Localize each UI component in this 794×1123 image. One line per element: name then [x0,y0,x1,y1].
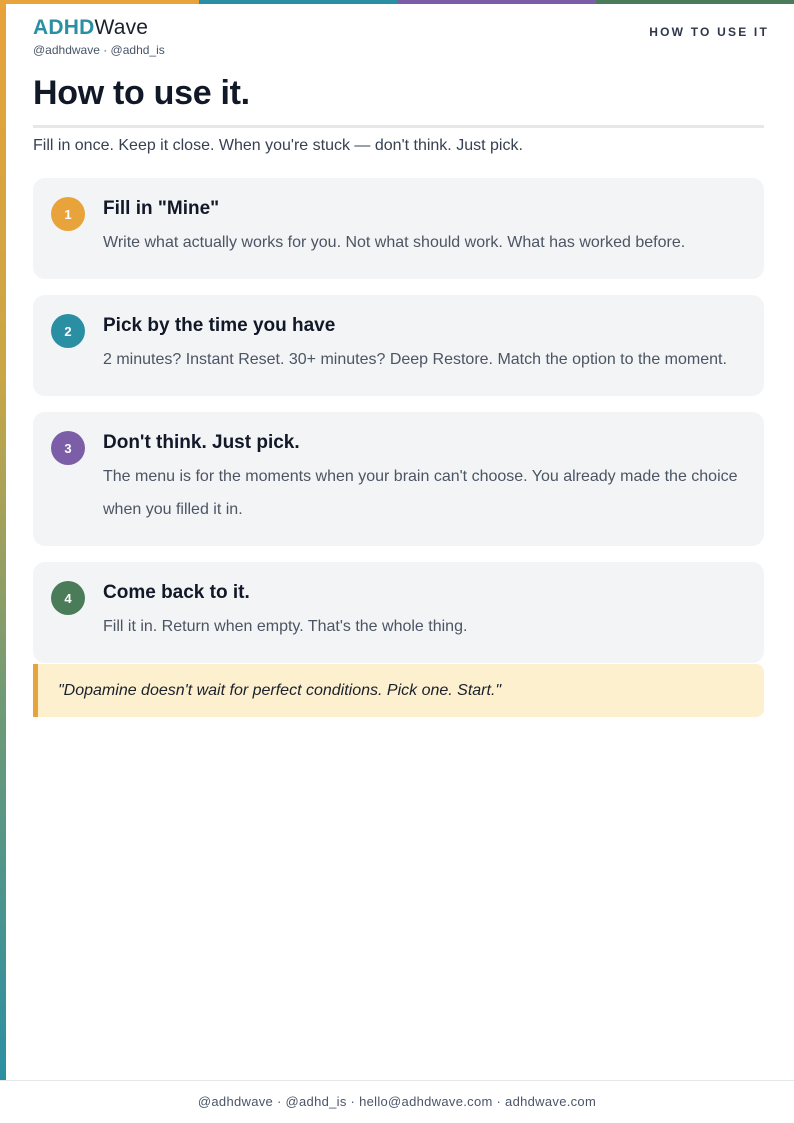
page-subtitle: Fill in once. Keep it close. When you're stuck — don't think. Just pick. [33,137,523,154]
top-bar-green-segment [596,0,794,4]
step-title: Pick by the time you have [103,315,336,336]
page-footer: @adhdwave · @adhd_is · hello@adhdwave.com · adhdwave.com [197,1094,597,1109]
step-title: Come back to it. [103,582,250,603]
page-label: HOW TO USE IT [649,25,769,39]
top-color-bar [0,0,794,4]
brand-light: Wave [94,16,149,39]
left-gradient-bar [0,0,6,1080]
step-body: Fill it in. Return when empty. That's the whole thing. [103,618,468,635]
step-number-badge: 4 [51,581,85,615]
step-card-1 [33,178,764,279]
footer-divider [0,1080,794,1081]
social-handles: @adhdwave · @adhd_is [33,43,165,57]
step-title: Don't think. Just pick. [103,432,300,453]
step-card-3 [33,412,764,546]
steps-list [33,178,764,679]
quote-callout: "Dopamine doesn't wait for perfect conditions. Pick one. Start." [33,664,764,717]
top-bar-orange-segment [0,0,199,4]
top-bar-purple-segment [397,0,596,4]
step-title: Fill in "Mine" [103,198,220,219]
step-number-badge: 2 [51,314,85,348]
step-number-badge: 3 [51,431,85,465]
step-body: The menu is for the moments when your brain can't choose. You already made the choice when you filled it in. [103,468,738,518]
step-body: 2 minutes? Instant Reset. 30+ minutes? Deep Restore. Match the option to the moment. [103,351,727,368]
page-title: How to use it. [33,74,250,112]
top-bar-teal-segment [199,0,398,4]
step-card-4 [33,562,764,663]
title-divider [33,125,764,128]
page-header [33,16,769,60]
brand-strong: ADHD [33,16,95,39]
step-number-badge: 1 [51,197,85,231]
step-card-2 [33,295,764,396]
step-body: Write what actually works for you. Not what should work. What has worked before. [103,234,686,251]
